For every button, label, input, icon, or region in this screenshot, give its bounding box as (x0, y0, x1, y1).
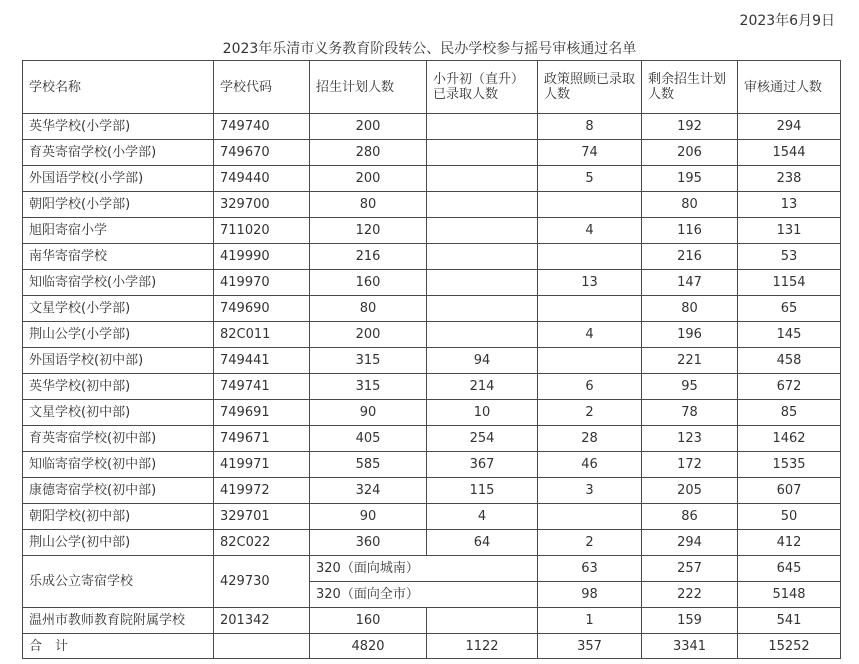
policy-cell: 46 (538, 452, 642, 478)
school-name-cell: 育英寄宿学校(小学部) (23, 140, 214, 166)
table-row (23, 296, 841, 322)
approved-cell: 541 (738, 608, 841, 634)
policy-cell: 28 (538, 426, 642, 452)
header-plan: 招生计划人数 (310, 61, 427, 114)
policy-cell (538, 244, 642, 270)
table-row (23, 348, 841, 374)
plan-cell: 80 (310, 192, 427, 218)
policy-cell (538, 192, 642, 218)
promoted-cell (427, 270, 538, 296)
policy-cell: 74 (538, 140, 642, 166)
header-promoted: 小升初（直升）已录取人数 (427, 61, 538, 114)
remaining-cell: 206 (642, 140, 738, 166)
plan-cell: 4820 (310, 634, 427, 659)
school-code-cell: 82C022 (214, 530, 310, 556)
remaining-cell: 147 (642, 270, 738, 296)
promoted-cell: 115 (427, 478, 538, 504)
promoted-cell: 4 (427, 504, 538, 530)
approved-cell: 645 (738, 556, 841, 582)
plan-cell: 200 (310, 322, 427, 348)
policy-cell (538, 348, 642, 374)
table-row (23, 166, 841, 192)
plan-cell: 324 (310, 478, 427, 504)
remaining-cell: 116 (642, 218, 738, 244)
plan-cell: 90 (310, 400, 427, 426)
plan-cell: 160 (310, 270, 427, 296)
school-name-cell: 育英寄宿学校(初中部) (23, 426, 214, 452)
school-name-cell: 康德寄宿学校(初中部) (23, 478, 214, 504)
policy-cell: 4 (538, 322, 642, 348)
remaining-cell: 216 (642, 244, 738, 270)
header-policy: 政策照顾已录取人数 (538, 61, 642, 114)
school-code-cell: 749741 (214, 374, 310, 400)
plan-cell: 585 (310, 452, 427, 478)
plan-cell: 216 (310, 244, 427, 270)
school-code-cell: 419990 (214, 244, 310, 270)
table-row (23, 322, 841, 348)
school-name-cell: 旭阳寄宿小学 (23, 218, 214, 244)
table-row (23, 478, 841, 504)
approved-cell: 131 (738, 218, 841, 244)
plan-cell: 320（面向全市） (310, 582, 538, 608)
table-row (23, 192, 841, 218)
remaining-cell: 95 (642, 374, 738, 400)
table-row (23, 140, 841, 166)
plan-cell: 200 (310, 114, 427, 140)
promoted-cell (427, 244, 538, 270)
document-title: 2023年乐清市义务教育阶段转公、民办学校参与摇号审核通过名单 (222, 41, 637, 57)
approved-cell: 1544 (738, 140, 841, 166)
promoted-cell (427, 140, 538, 166)
policy-cell: 4 (538, 218, 642, 244)
school-code-cell: 329701 (214, 504, 310, 530)
table-row (23, 504, 841, 530)
school-name-cell: 文星学校(初中部) (23, 400, 214, 426)
promoted-cell: 367 (427, 452, 538, 478)
school-name-cell: 知临寄宿学校(小学部) (23, 270, 214, 296)
remaining-cell: 195 (642, 166, 738, 192)
table-row (23, 244, 841, 270)
school-code-cell: 749441 (214, 348, 310, 374)
approved-cell: 607 (738, 478, 841, 504)
school-code-cell: 419972 (214, 478, 310, 504)
table-row (23, 556, 841, 582)
approved-cell: 50 (738, 504, 841, 530)
policy-cell: 8 (538, 114, 642, 140)
approved-cell: 53 (738, 244, 841, 270)
remaining-cell: 172 (642, 452, 738, 478)
approved-cell: 15252 (738, 634, 841, 659)
policy-cell: 2 (538, 530, 642, 556)
policy-cell: 5 (538, 166, 642, 192)
approved-cell: 13 (738, 192, 841, 218)
promoted-cell (427, 192, 538, 218)
remaining-cell: 3341 (642, 634, 738, 659)
promoted-cell: 64 (427, 530, 538, 556)
plan-cell: 280 (310, 140, 427, 166)
school-name-cell: 文星学校(小学部) (23, 296, 214, 322)
remaining-cell: 221 (642, 348, 738, 374)
policy-cell (538, 296, 642, 322)
school-name-cell: 荆山公学(初中部) (23, 530, 214, 556)
remaining-cell: 80 (642, 296, 738, 322)
promoted-cell: 254 (427, 426, 538, 452)
school-code-cell: 749690 (214, 296, 310, 322)
plan-cell: 80 (310, 296, 427, 322)
remaining-cell: 205 (642, 478, 738, 504)
remaining-cell: 123 (642, 426, 738, 452)
remaining-cell: 86 (642, 504, 738, 530)
school-code-cell: 749740 (214, 114, 310, 140)
table-row (23, 218, 841, 244)
promoted-cell: 214 (427, 374, 538, 400)
header-approved: 审核通过人数 (738, 61, 841, 114)
table-row (23, 452, 841, 478)
policy-cell: 63 (538, 556, 642, 582)
table-header-row (23, 61, 841, 114)
promoted-cell: 1122 (427, 634, 538, 659)
school-name-cell: 朝阳学校(小学部) (23, 192, 214, 218)
table-row (23, 400, 841, 426)
table-row (23, 114, 841, 140)
remaining-cell: 222 (642, 582, 738, 608)
approved-cell: 85 (738, 400, 841, 426)
school-code-cell (214, 634, 310, 659)
plan-cell: 315 (310, 348, 427, 374)
school-code-cell: 429730 (214, 556, 310, 608)
remaining-cell: 78 (642, 400, 738, 426)
policy-cell: 13 (538, 270, 642, 296)
school-name-cell: 知临寄宿学校(初中部) (23, 452, 214, 478)
remaining-cell: 257 (642, 556, 738, 582)
policy-cell: 98 (538, 582, 642, 608)
enrollment-table (22, 60, 841, 659)
approved-cell: 672 (738, 374, 841, 400)
header-school-code: 学校代码 (214, 61, 310, 114)
table-row (23, 374, 841, 400)
promoted-cell (427, 166, 538, 192)
table-body (23, 114, 841, 659)
school-name-cell: 英华学校(初中部) (23, 374, 214, 400)
approved-cell: 145 (738, 322, 841, 348)
promoted-cell (427, 114, 538, 140)
approved-cell: 294 (738, 114, 841, 140)
plan-cell: 120 (310, 218, 427, 244)
promoted-cell (427, 322, 538, 348)
promoted-cell: 94 (427, 348, 538, 374)
approved-cell: 1462 (738, 426, 841, 452)
approved-cell: 65 (738, 296, 841, 322)
document-date: 2023年6月9日 (739, 13, 835, 29)
plan-cell: 320（面向城南） (310, 556, 538, 582)
promoted-cell (427, 218, 538, 244)
policy-cell: 6 (538, 374, 642, 400)
school-code-cell: 82C011 (214, 322, 310, 348)
plan-cell: 160 (310, 608, 427, 634)
plan-cell: 315 (310, 374, 427, 400)
school-name-cell: 朝阳学校(初中部) (23, 504, 214, 530)
school-code-cell: 201342 (214, 608, 310, 634)
approved-cell: 412 (738, 530, 841, 556)
policy-cell: 357 (538, 634, 642, 659)
policy-cell: 1 (538, 608, 642, 634)
plan-cell: 405 (310, 426, 427, 452)
policy-cell: 3 (538, 478, 642, 504)
plan-cell: 90 (310, 504, 427, 530)
school-code-cell: 749671 (214, 426, 310, 452)
approved-cell: 5148 (738, 582, 841, 608)
school-code-cell: 749440 (214, 166, 310, 192)
approved-cell: 238 (738, 166, 841, 192)
header-remaining: 剩余招生计划人数 (642, 61, 738, 114)
remaining-cell: 192 (642, 114, 738, 140)
plan-cell: 200 (310, 166, 427, 192)
school-code-cell: 749691 (214, 400, 310, 426)
table-row (23, 608, 841, 634)
remaining-cell: 159 (642, 608, 738, 634)
school-code-cell: 419971 (214, 452, 310, 478)
policy-cell: 2 (538, 400, 642, 426)
table-row (23, 426, 841, 452)
school-code-cell: 749670 (214, 140, 310, 166)
remaining-cell: 294 (642, 530, 738, 556)
promoted-cell (427, 608, 538, 634)
remaining-cell: 80 (642, 192, 738, 218)
total-row (23, 634, 841, 659)
total-label-cell: 合 计 (23, 634, 214, 659)
plan-cell: 360 (310, 530, 427, 556)
table-row (23, 530, 841, 556)
school-name-cell: 外国语学校(初中部) (23, 348, 214, 374)
school-name-cell: 荆山公学(小学部) (23, 322, 214, 348)
remaining-cell: 196 (642, 322, 738, 348)
school-code-cell: 329700 (214, 192, 310, 218)
school-name-cell: 温州市教师教育院附属学校 (23, 608, 214, 634)
school-name-cell: 南华寄宿学校 (23, 244, 214, 270)
school-name-cell: 外国语学校(小学部) (23, 166, 214, 192)
school-code-cell: 419970 (214, 270, 310, 296)
policy-cell (538, 504, 642, 530)
approved-cell: 1154 (738, 270, 841, 296)
approved-cell: 458 (738, 348, 841, 374)
header-school-name: 学校名称 (23, 61, 214, 114)
school-code-cell: 711020 (214, 218, 310, 244)
table-row (23, 270, 841, 296)
school-name-cell: 英华学校(小学部) (23, 114, 214, 140)
approved-cell: 1535 (738, 452, 841, 478)
promoted-cell (427, 296, 538, 322)
school-name-cell: 乐成公立寄宿学校 (23, 556, 214, 608)
promoted-cell: 10 (427, 400, 538, 426)
